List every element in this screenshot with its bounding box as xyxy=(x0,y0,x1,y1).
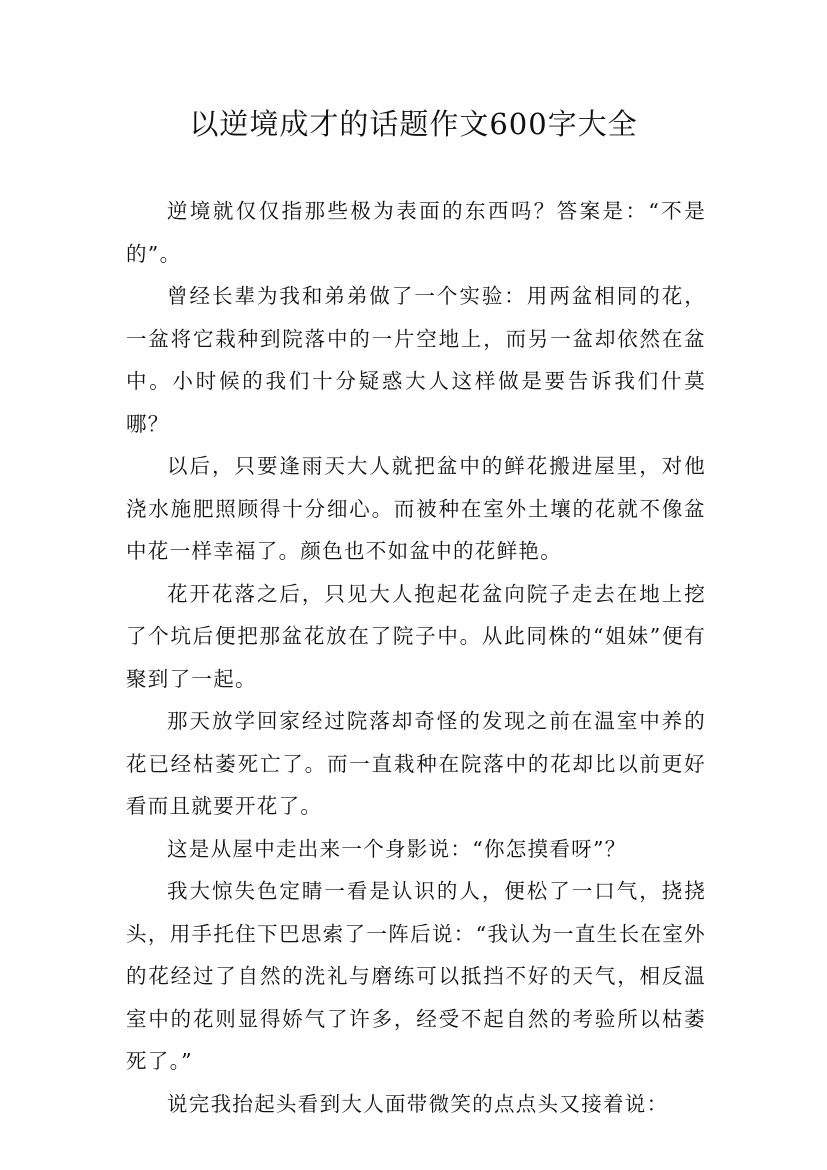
paragraph: 那天放学回家经过院落却奇怪的发现之前在温室中养的花已经枯萎死亡了。而一直栽种在院落中的花却比以前更好看而且就要开花了。 xyxy=(126,709,706,818)
paragraph: 曾经长辈为我和弟弟做了一个实验：用两盆相同的花，一盆将它栽种到院落中的一片空地上，而另一盆却依然在盆中。小时候的我们十分疑惑大人这样做是要告诉我们什莫哪？ xyxy=(126,284,706,436)
paragraph: 这是从屋中走出来一个身影说：“你怎摸看呀”？ xyxy=(167,836,627,861)
paragraph: 说完我抬起头看到大人面带微笑的点点头又接着说： xyxy=(167,1091,669,1116)
paragraph: 逆境就仅仅指那些极为表面的东西吗？答案是：“不是的”。 xyxy=(126,199,706,266)
paragraph: 我大惊失色定睛一看是认识的人，便松了一口气，挠挠头，用手托住下巴思索了一阵后说：“我认为一直生长在室外的花经过了自然的洗礼与磨练可以抵挡不好的天气，相反温室中的花则显得娇气了许多，经受不起自然的考验所以枯萎死了。” xyxy=(126,879,706,1073)
document-title: 以逆境成才的话题作文600字大全 xyxy=(189,107,638,141)
paragraph: 花开花落之后，只见大人抱起花盆向院子走去在地上挖了个坑后便把那盆花放在了院子中。从此同株的“姐妹”便有聚到了一起。 xyxy=(126,581,706,691)
essay-body xyxy=(126,190,706,1125)
paragraph: 以后，只要逢雨天大人就把盆中的鲜花搬进屋里，对他浇水施肥照顾得十分细心。而被种在室外土壤的花就不像盆中花一样幸福了。颜色也不如盆中的花鲜艳。 xyxy=(126,454,706,563)
